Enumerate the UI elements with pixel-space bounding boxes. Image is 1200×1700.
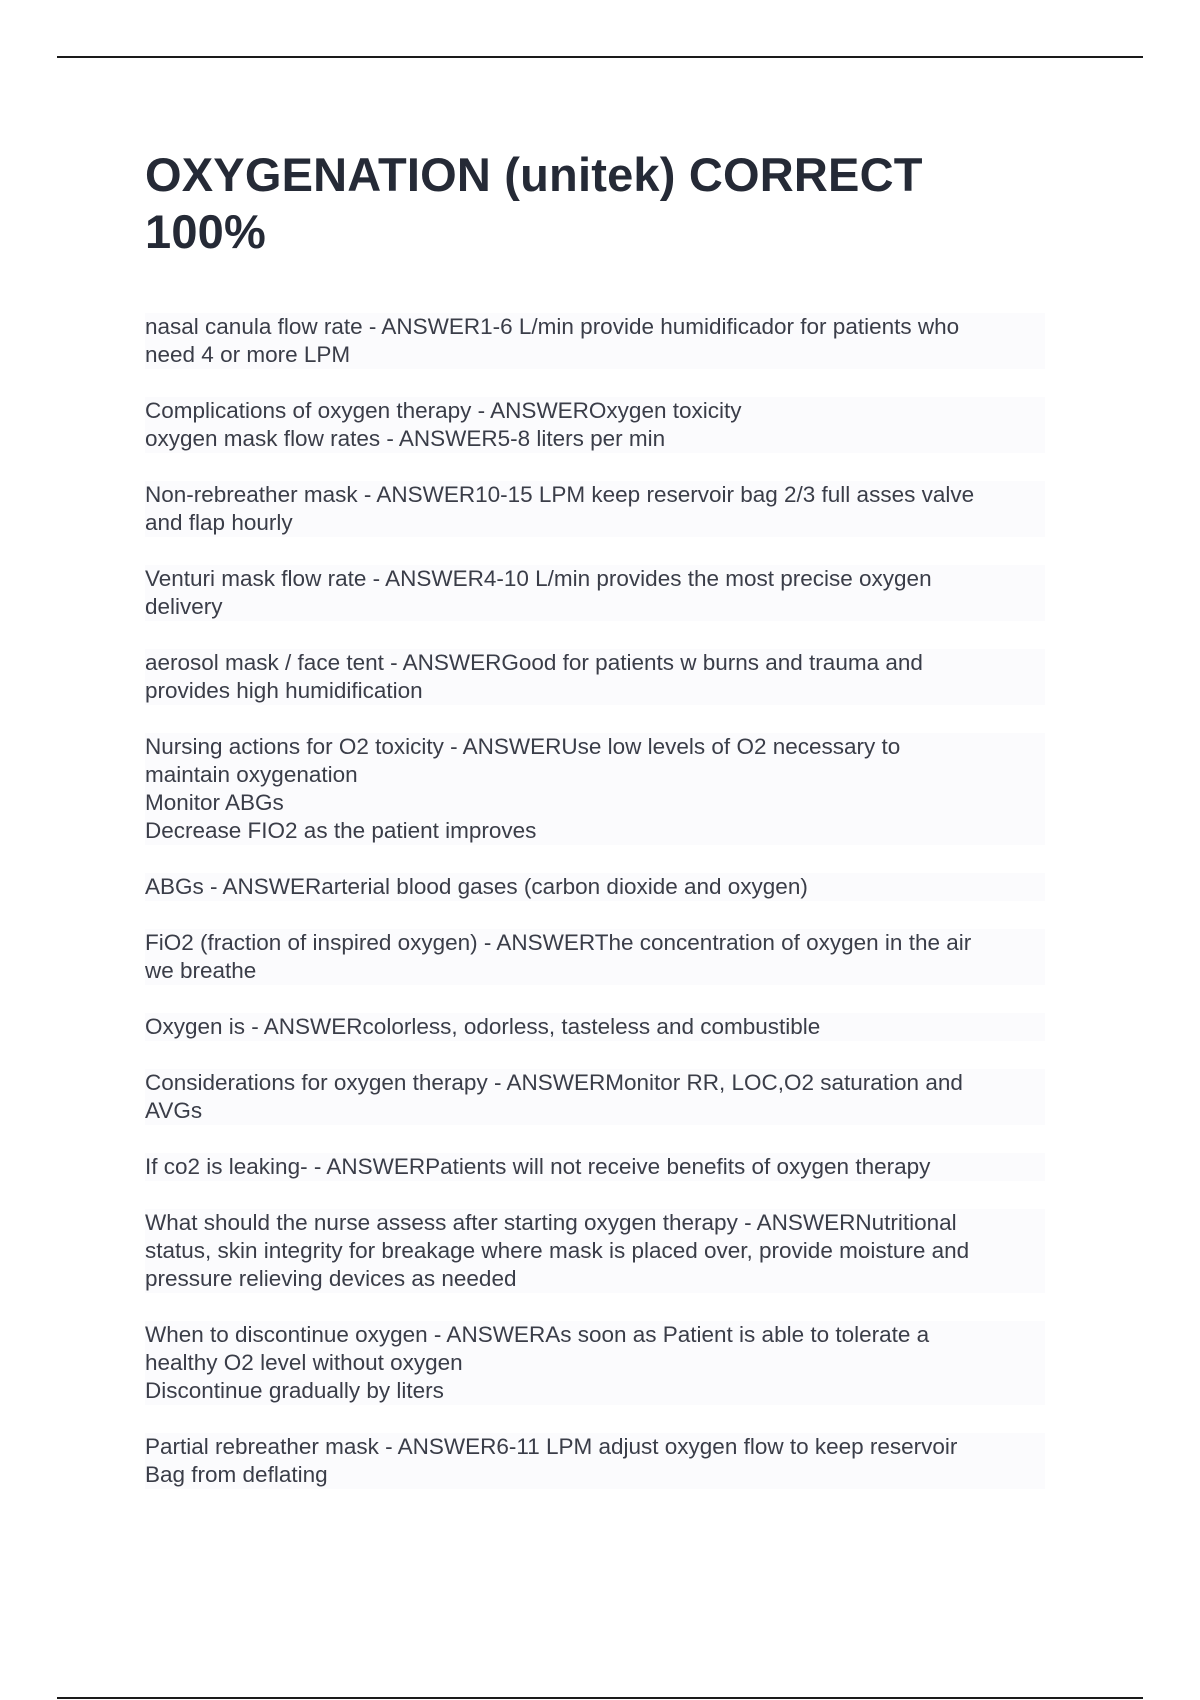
qa-entry-line: Non-rebreather mask - ANSWER10-15 LPM keep reservoir bag 2/3 full asses valve [145, 482, 975, 507]
qa-entry-line: AVGs [145, 1098, 203, 1123]
bottom-divider [57, 1697, 1143, 1699]
qa-entry [145, 733, 1045, 845]
qa-entry-line: delivery [145, 594, 223, 619]
qa-entry [145, 1069, 1045, 1125]
qa-entry-line: FiO2 (fraction of inspired oxygen) - ANSWERThe concentration of oxygen in the air [145, 930, 972, 955]
qa-entry [145, 1321, 1045, 1405]
qa-entry [145, 313, 1045, 369]
qa-entry-line: Nursing actions for O2 toxicity - ANSWERUse low levels of O2 necessary to [145, 734, 901, 759]
qa-entry [145, 397, 1045, 453]
qa-entry-line: oxygen mask flow rates - ANSWER5-8 liters per min [145, 426, 666, 451]
qa-entry [145, 649, 1045, 705]
qa-entry-line: need 4 or more LPM [145, 342, 351, 367]
qa-entry [145, 1013, 1045, 1041]
qa-entry-line: pressure relieving devices as needed [145, 1266, 517, 1291]
qa-entry-line: Monitor ABGs [145, 790, 284, 815]
qa-entry [145, 481, 1045, 537]
qa-entry-line: Discontinue gradually by liters [145, 1378, 444, 1403]
qa-entry-line: provides high humidification [145, 678, 423, 703]
top-divider [57, 56, 1143, 58]
qa-entry-line: healthy O2 level without oxygen [145, 1350, 463, 1375]
qa-entry-line: maintain oxygenation [145, 762, 358, 787]
qa-entry-line: What should the nurse assess after starting oxygen therapy - ANSWERNutritional [145, 1210, 957, 1235]
qa-entry-line: Venturi mask flow rate - ANSWER4-10 L/min provides the most precise oxygen [145, 566, 932, 591]
qa-entry-line: ABGs - ANSWERarterial blood gases (carbon dioxide and oxygen) [145, 874, 808, 899]
qa-entry [145, 565, 1045, 621]
qa-entry-line: Oxygen is - ANSWERcolorless, odorless, tasteless and combustible [145, 1014, 821, 1039]
qa-entry-line: Complications of oxygen therapy - ANSWEROxygen toxicity [145, 398, 742, 423]
document-page [145, 146, 1045, 1517]
qa-entry-line: Partial rebreather mask - ANSWER6-11 LPM adjust oxygen flow to keep reservoir [145, 1434, 958, 1459]
qa-entry-line: If co2 is leaking- - ANSWERPatients will not receive benefits of oxygen therapy [145, 1154, 931, 1179]
qa-entry-line: and flap hourly [145, 510, 293, 535]
qa-entry-line: Considerations for oxygen therapy - ANSWERMonitor RR, LOC,O2 saturation and [145, 1070, 963, 1095]
qa-entry [145, 873, 1045, 901]
qa-entry-line: When to discontinue oxygen - ANSWERAs soon as Patient is able to tolerate a [145, 1322, 930, 1347]
qa-entry [145, 1433, 1045, 1489]
qa-entry [145, 1153, 1045, 1181]
qa-entry-line: aerosol mask / face tent - ANSWERGood for patients w burns and trauma and [145, 650, 923, 675]
document-title: OXYGENATION (unitek) CORRECT 100% [145, 148, 923, 258]
qa-list [145, 313, 1045, 1489]
qa-entry-line: status, skin integrity for breakage where mask is placed over, provide moisture and [145, 1238, 970, 1263]
qa-entry-line: we breathe [145, 958, 257, 983]
qa-entry [145, 1209, 1045, 1293]
qa-entry [145, 929, 1045, 985]
qa-entry-line: Bag from deflating [145, 1462, 328, 1487]
qa-entry-line: nasal canula flow rate - ANSWER1-6 L/min provide humidificador for patients who [145, 314, 960, 339]
qa-entry-line: Decrease FIO2 as the patient improves [145, 818, 537, 843]
